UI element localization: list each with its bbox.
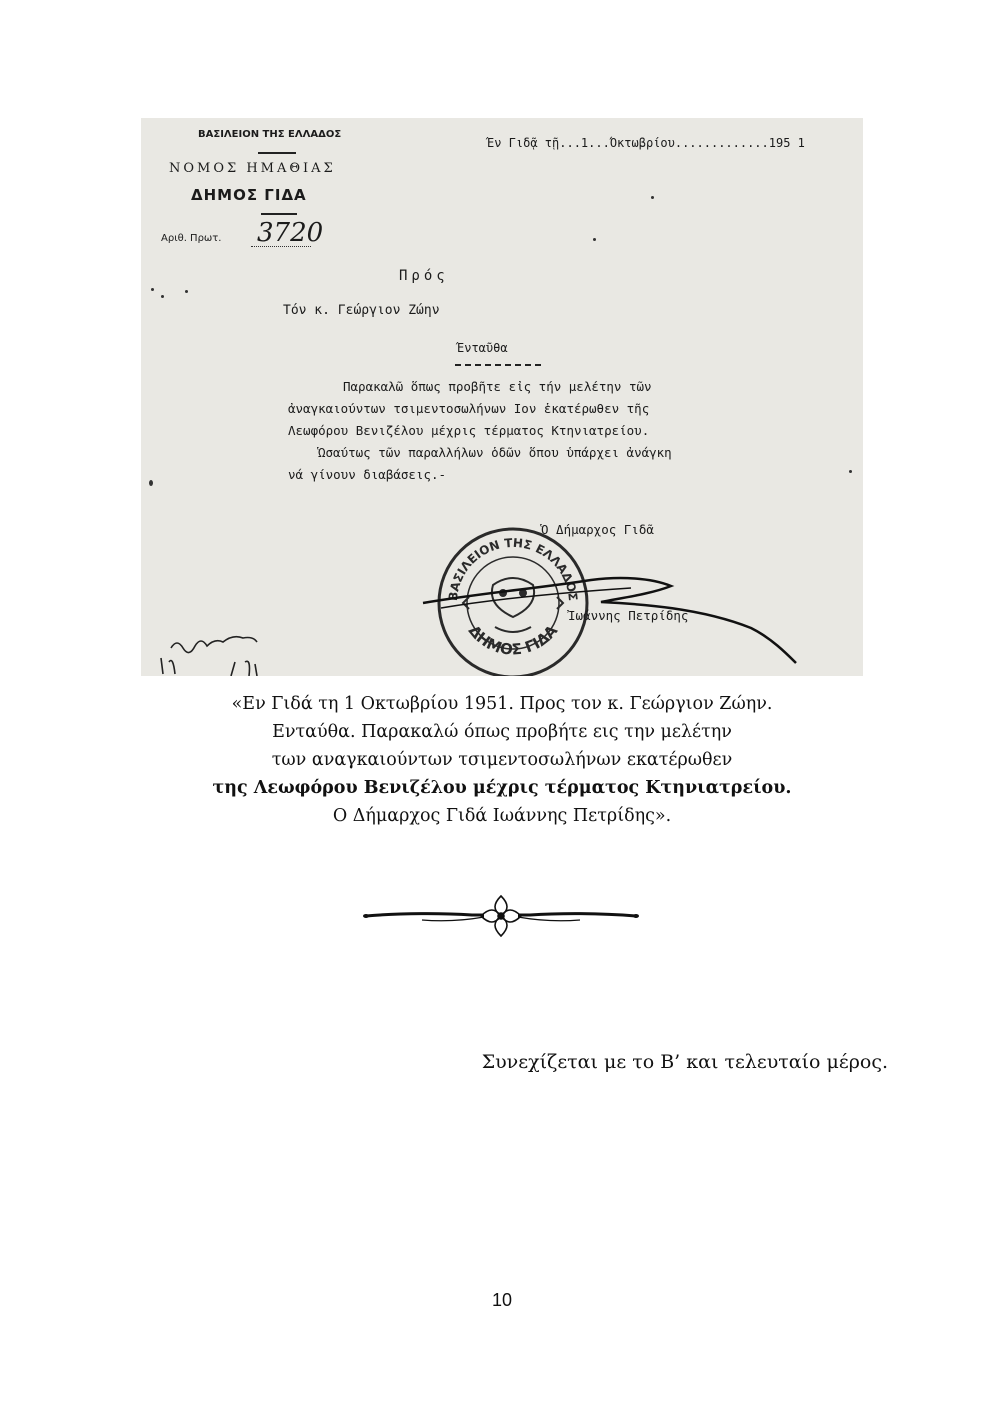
recipient-location: Ένταῦθα <box>457 341 508 355</box>
caption-line: των αναγκαιούντων τσιμεντοσωλήνων εκατέρωθεν <box>271 750 733 770</box>
caption-line-bold: της Λεωφόρου Βενιζέλου μέχρις τέρματος Κτηνιατρείου. <box>212 778 792 798</box>
location-underline <box>455 364 541 366</box>
page-number: 10 <box>491 1290 513 1310</box>
scan-speck <box>849 470 852 473</box>
caption-line: Ενταύθα. Παρακαλώ όπως προβήτε εις την μελέτην <box>272 722 732 742</box>
handwritten-note <box>151 618 291 676</box>
scan-speck <box>151 288 154 291</box>
letter-line: ἀναγκαιούντων τσιμεντοσωλήνων Ιον ἑκατέρωθεν τῆς <box>288 401 650 416</box>
letter-line: νά γίνουν διαβάσεις.- <box>288 467 447 482</box>
letterhead-prefecture: ΝΟΜΟΣ ΗΜΑΘΙΑΣ <box>169 161 336 176</box>
scan-speck <box>651 196 654 199</box>
caption-line: «Εν Γιδά τη 1 Οκτωβρίου 1951. Προς τον κ. Γεώργιον Ζώην. <box>231 694 773 714</box>
letter-line: Λεωφόρου Βενιζέλου μέχρις τέρματος Κτηνιατρείου. <box>288 423 650 438</box>
signatory-title: Ὁ Δήμαρχος Γιδᾶ <box>541 522 654 537</box>
letter-date: Έν Γιδᾷ τῇ...1...Όκτωβρίου.............195 1 <box>487 136 805 150</box>
decorative-divider-ornament <box>362 886 640 946</box>
scan-speck <box>149 480 153 486</box>
continuation-note: Συνεχίζεται με το Β’ και τελευταίο μέρος. <box>481 1051 888 1073</box>
scanned-letter-image <box>141 118 863 676</box>
signatory-name: Ἰωάννης Πετρίδης <box>568 608 689 623</box>
letterhead-divider <box>261 213 297 215</box>
letter-body <box>288 376 858 486</box>
recipient-label: Πρός <box>399 268 449 284</box>
image-caption <box>100 690 904 830</box>
recipient-name: Τόν κ. Γεώργιον Ζώην <box>283 303 440 318</box>
scan-speck <box>185 290 188 293</box>
letterhead-divider <box>258 152 296 154</box>
seal-bottom-text: ΔΗΜΟΣ ΓΙΔΑ <box>464 621 562 659</box>
seal-top-text: ΒΑΣΙΛΕΙΟΝ ΤΗΣ ΕΛΛΑΔΟΣ <box>445 535 581 602</box>
protocol-number: 3720 <box>257 218 324 248</box>
letter-line: Παρακαλῶ ὅπως προβῆτε εἰς τήν μελέτην τῶν <box>343 379 652 394</box>
letter-line: Ὡσαύτως τῶν παραλλήλων ὁδῶν ὅπου ὑπάρχει ἀνάγκη <box>318 445 672 460</box>
scan-speck <box>593 238 596 241</box>
caption-line: Ο Δήμαρχος Γιδά Ιωάννης Πετρίδης». <box>332 806 672 826</box>
handwritten-signature <box>421 558 801 668</box>
letterhead-kingdom: ΒΑΣΙΛΕΙΟΝ ΤΗΣ ΕΛΛΑΔΟΣ <box>198 129 342 140</box>
letterhead-municipality: ΔΗΜΟΣ ΓΙΔΑ <box>191 186 307 204</box>
protocol-label: Αριθ. Πρωτ. <box>161 233 222 244</box>
scan-speck <box>161 295 164 298</box>
